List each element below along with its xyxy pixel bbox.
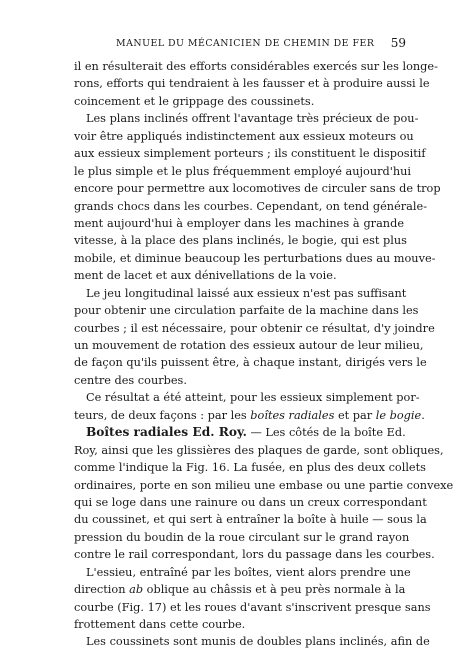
text-line: frottement dans cette courbe. bbox=[74, 618, 246, 631]
text-line: voir être appliqués indistinctement aux essieux moteurs ou bbox=[74, 129, 414, 143]
text-run: . bbox=[421, 408, 425, 422]
text-line: L'essieu, entraîné par les boîtes, vient alors prendre une bbox=[86, 565, 411, 579]
text-line: vitesse, à la place des plans inclinés, le bogie, qui est plus bbox=[74, 234, 407, 248]
text-line: courbes ; il est nécessaire, pour obtenir ce résultat, d'y joindre bbox=[74, 321, 435, 335]
text-line: ordinaires, porte en son milieu une embase ou une partie convexe bbox=[74, 478, 454, 492]
text-run: et par bbox=[337, 408, 373, 422]
text-line: pour obtenir une circulation parfaite de la machine dans les bbox=[74, 304, 419, 318]
italic-term: boîtes radiales bbox=[250, 408, 335, 422]
text-line: Le jeu longitudinal laissé aux essieux n'est pas suffisant bbox=[86, 286, 407, 300]
page-header bbox=[74, 38, 404, 54]
text-line: Ce résultat a été atteint, pour les essieux simplement por- bbox=[86, 391, 420, 405]
text-run: direction bbox=[74, 583, 126, 597]
running-title: MANUEL DU MÉCANICIEN DE CHEMIN DE FER bbox=[116, 38, 375, 49]
text-line: il en résulterait des efforts considérables exercés sur les longe- bbox=[74, 60, 438, 73]
text-line bbox=[74, 407, 425, 424]
italic-term: le bogie bbox=[375, 408, 422, 422]
text-line: centre des courbes. bbox=[74, 373, 187, 387]
text-line: Les coussinets sont munis de doubles plans inclinés, afin de bbox=[86, 635, 430, 649]
text-line: mobile, et diminue beaucoup les perturbations dues au mouve- bbox=[74, 251, 436, 265]
text-run: teurs, de deux façons : par les bbox=[74, 408, 247, 422]
text-run: — Les côtés de la boîte Ed. bbox=[246, 426, 406, 440]
text-line: Roy, ainsi que les glissières des plaques de garde, sont obliques, bbox=[74, 443, 444, 457]
text-line: du coussinet, et qui sert à entraîner la boîte à huile — sous la bbox=[74, 513, 427, 527]
text-line: courbe (Fig. 17) et les roues d'avant s'inscrivent presque sans bbox=[74, 600, 431, 614]
text-line: un mouvement de rotation des essieux autour de leur milieu, bbox=[74, 339, 424, 352]
text-line: le plus simple et le plus fréquemment employé aujourd'hui bbox=[74, 164, 412, 178]
text-line: ment de lacet et aux dénivellations de la voie. bbox=[74, 269, 337, 283]
section-heading: Boîtes radiales Ed. Roy. bbox=[86, 425, 247, 440]
text-line bbox=[74, 581, 404, 598]
page-number: 59 bbox=[390, 36, 406, 50]
text-line: Les plans inclinés offrent l'avantage très précieux de pou- bbox=[86, 112, 419, 126]
text-line: de façon qu'ils puissent être, à chaque instant, dirigés vers le bbox=[74, 356, 427, 370]
italic-term: ab bbox=[129, 583, 144, 597]
text-line: qui se loge dans une rainure ou dans un creux correspondant bbox=[74, 495, 427, 509]
text-run: oblique au châssis et à peu près normale à la bbox=[146, 583, 406, 597]
body-text bbox=[74, 58, 454, 651]
text-line: comme l'indique la Fig. 16. La fusée, en plus des deux collets bbox=[74, 461, 426, 475]
text-line: encore pour permettre aux locomotives de circuler sans de trop bbox=[74, 182, 441, 196]
text-line: pression du boudin de la roue circulant sur le grand rayon bbox=[74, 530, 410, 544]
text-line: contre le rail correspondant, lors du passage dans les courbes. bbox=[74, 548, 435, 562]
text-line: coincement et le grippage des coussinets. bbox=[74, 94, 315, 108]
text-line: ment aujourd'hui à employer dans les machines à grande bbox=[74, 216, 404, 230]
text-line: aux essieux simplement porteurs ; ils constituent le dispositif bbox=[74, 147, 426, 161]
text-line: rons, efforts qui tendraient à les fausser et à produire aussi le bbox=[74, 77, 430, 91]
text-line: grands chocs dans les courbes. Cependant, on tend générale- bbox=[74, 199, 428, 213]
text-line bbox=[74, 424, 404, 441]
